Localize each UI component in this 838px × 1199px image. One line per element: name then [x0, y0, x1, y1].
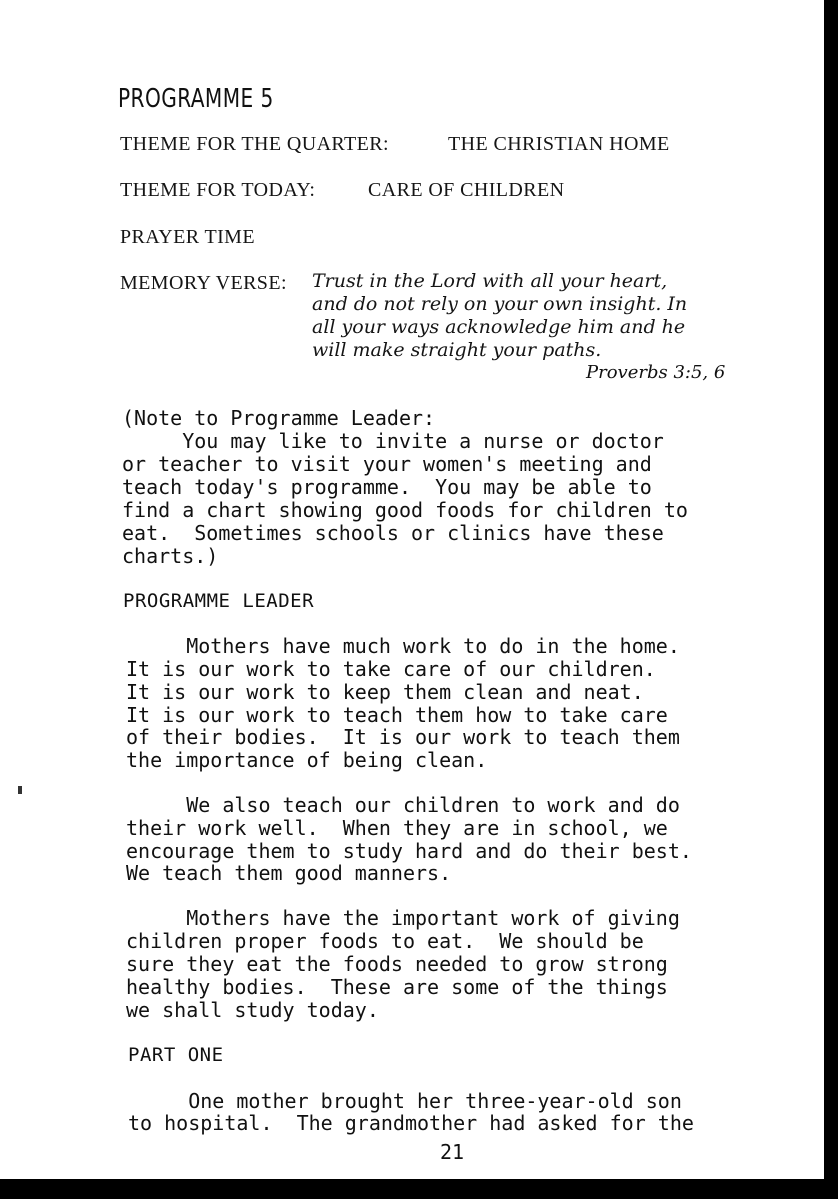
note-line: You may like to invite a nurse or doctor: [122, 429, 664, 453]
paragraph-line: we shall study today.: [126, 998, 379, 1022]
programme-leader-heading: PROGRAMME LEADER: [123, 590, 315, 612]
paragraph-line: healthy bodies. These are some of the things: [126, 975, 668, 999]
paragraph-line: encourage them to study hard and do their best.: [126, 839, 692, 863]
page-title: PROGRAMME 5: [118, 84, 274, 114]
memory-verse-label: MEMORY VERSE:: [120, 272, 287, 294]
paragraph-line: We teach them good manners.: [126, 861, 452, 885]
paragraph-line: One mother brought her three-year-old son: [128, 1089, 682, 1113]
paragraph-line: the importance of being clean.: [126, 748, 488, 772]
note-line: teach today's programme. You may be able to: [122, 475, 652, 499]
memory-verse-line: all your ways acknowledge him and he: [312, 316, 686, 338]
prayer-time: PRAYER TIME: [120, 226, 255, 248]
part-one-heading: PART ONE: [128, 1044, 224, 1066]
paragraph-line: their work well. When they are in school, we: [126, 816, 668, 840]
paragraph-line: of their bodies. It is our work to teach them: [126, 725, 680, 749]
theme-today-label: THEME FOR TODAY:: [120, 179, 316, 201]
paragraph-line: It is our work to take care of our children.: [126, 657, 656, 681]
memory-verse-line: and do not rely on your own insight. In: [312, 293, 688, 315]
scan-speck: [18, 786, 22, 794]
scan-edge-bottom: [0, 1179, 838, 1199]
paragraph-line: sure they eat the foods needed to grow strong: [126, 952, 668, 976]
paragraph-line: to hospital. The grandmother had asked for the: [128, 1111, 694, 1135]
note-line: find a chart showing good foods for children to: [122, 498, 688, 522]
paragraph-line: Mothers have the important work of giving: [126, 906, 680, 930]
memory-verse-reference: Proverbs 3:5, 6: [586, 362, 726, 383]
paragraph-line: It is our work to teach them how to take care: [126, 703, 668, 727]
theme-quarter-label: THEME FOR THE QUARTER:: [120, 133, 389, 155]
paragraph-line: Mothers have much work to do in the home.: [126, 634, 680, 658]
paragraph-line: We also teach our children to work and do: [126, 793, 680, 817]
paragraph-line: children proper foods to eat. We should be: [126, 929, 644, 953]
paragraph-line: It is our work to keep them clean and neat.: [126, 680, 644, 704]
note-line: charts.): [122, 544, 219, 568]
scan-edge-right: [824, 0, 838, 1199]
note-line: (Note to Programme Leader:: [122, 406, 436, 430]
note-line: eat. Sometimes schools or clinics have these: [122, 521, 664, 545]
theme-quarter-value: THE CHRISTIAN HOME: [448, 133, 670, 155]
note-line: or teacher to visit your women's meeting and: [122, 452, 652, 476]
memory-verse-line: will make straight your paths.: [312, 339, 602, 361]
memory-verse-line: Trust in the Lord with all your heart,: [312, 270, 668, 292]
page-number: 21: [440, 1140, 465, 1164]
theme-today-value: CARE OF CHILDREN: [368, 179, 565, 201]
